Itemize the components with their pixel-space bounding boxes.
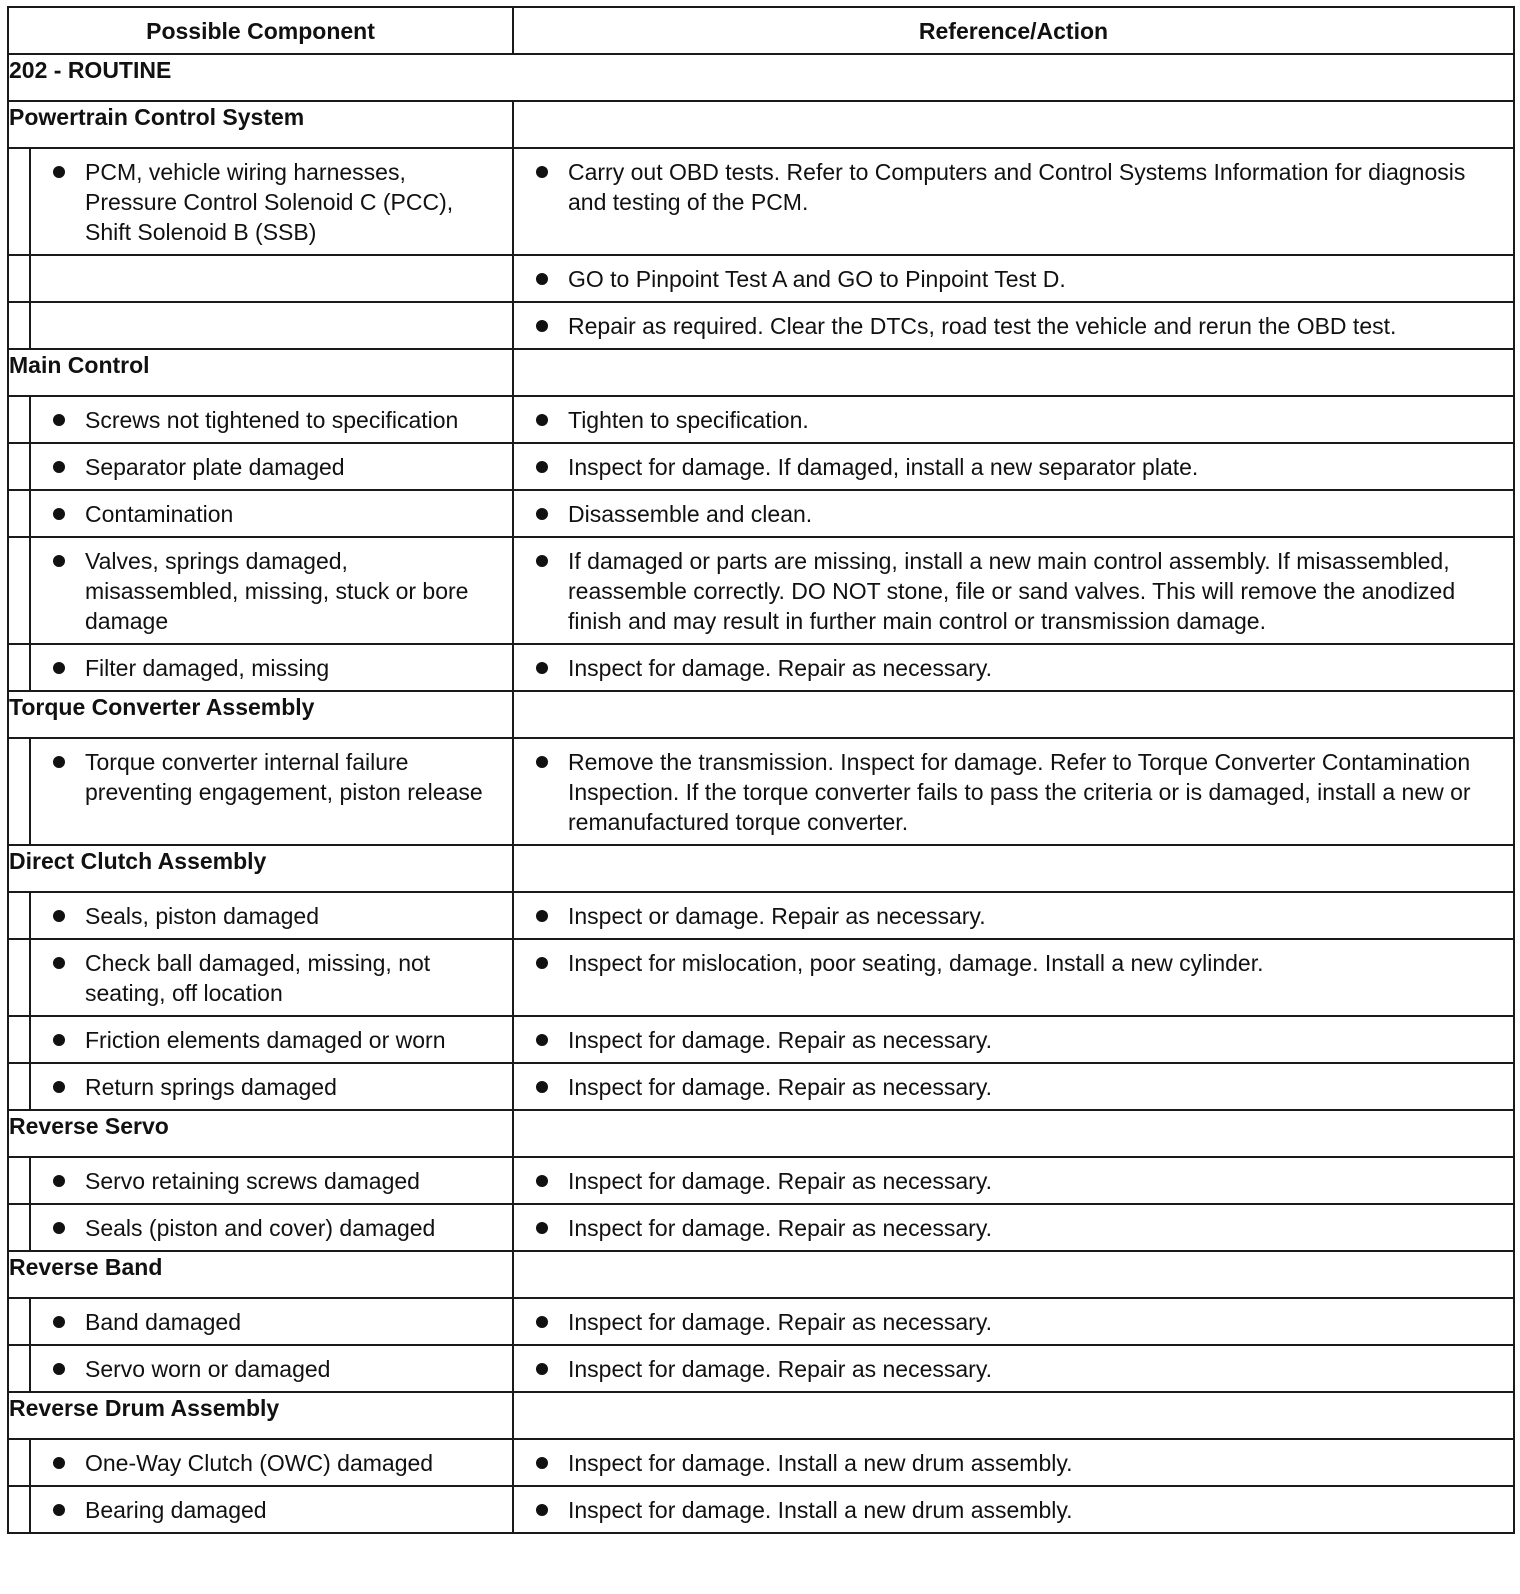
header-reference-action: Reference/Action (513, 7, 1514, 54)
routine-title-row (8, 54, 1514, 101)
bullet-icon (53, 1363, 65, 1375)
indent-cell (8, 302, 30, 349)
bullet-icon (536, 957, 548, 969)
component-text: Servo worn or damaged (85, 1356, 331, 1382)
action-text: Inspect for damage. Repair as necessary. (568, 655, 993, 681)
bullet-icon (536, 166, 548, 178)
group-action-empty (513, 349, 1514, 396)
bullet-icon (536, 508, 548, 520)
table-row (8, 255, 1514, 302)
action-cell (513, 490, 1514, 537)
action-cell (513, 1157, 1514, 1204)
action-text: Inspect for damage. If damaged, install a new separator plate. (568, 454, 1199, 480)
action-text: Inspect for damage. Repair as necessary. (568, 1027, 993, 1053)
component-cell (30, 1204, 513, 1251)
action-cell (513, 1016, 1514, 1063)
action-cell (513, 443, 1514, 490)
indent-cell (8, 1204, 30, 1251)
bullet-icon (53, 1504, 65, 1516)
indent-cell (8, 148, 30, 255)
component-cell (30, 255, 513, 302)
group-title: Reverse Band (8, 1251, 513, 1298)
action-text: Carry out OBD tests. Refer to Computers and Control Systems Information for diagnosis and testing of the PCM. (568, 159, 1466, 215)
action-text: Inspect for damage. Repair as necessary. (568, 1215, 993, 1241)
indent-cell (8, 939, 30, 1016)
table-body (8, 54, 1514, 1533)
bullet-icon (53, 1175, 65, 1187)
group-row (8, 691, 1514, 738)
group-row (8, 101, 1514, 148)
component-cell (30, 396, 513, 443)
group-title: Torque Converter Assembly (8, 691, 513, 738)
component-text: Torque converter internal failure preventing engagement, piston release (85, 749, 483, 805)
component-text: Screws not tightened to specification (85, 407, 459, 433)
group-title: Direct Clutch Assembly (8, 845, 513, 892)
action-cell (513, 644, 1514, 691)
action-text: Inspect for damage. Install a new drum assembly. (568, 1497, 1073, 1523)
component-cell (30, 644, 513, 691)
bullet-icon (536, 1363, 548, 1375)
table-row (8, 1063, 1514, 1110)
indent-cell (8, 738, 30, 845)
bullet-icon (53, 1222, 65, 1234)
bullet-icon (53, 166, 65, 178)
component-cell (30, 939, 513, 1016)
group-title: Powertrain Control System (8, 101, 513, 148)
action-cell (513, 537, 1514, 644)
action-cell (513, 302, 1514, 349)
table-row (8, 1298, 1514, 1345)
bullet-icon (53, 1034, 65, 1046)
component-cell (30, 738, 513, 845)
component-text: Bearing damaged (85, 1497, 267, 1523)
bullet-icon (536, 273, 548, 285)
action-text: Disassemble and clean. (568, 501, 813, 527)
indent-cell (8, 644, 30, 691)
bullet-icon (536, 1504, 548, 1516)
table-row (8, 396, 1514, 443)
component-text: Contamination (85, 501, 234, 527)
component-cell (30, 537, 513, 644)
component-cell (30, 892, 513, 939)
action-text: Remove the transmission. Inspect for damage. Refer to Torque Converter Contamination Inspection. If the torque converter fails to pass the criteria or is damaged, install a new or remanufactured torque converter. (568, 749, 1471, 835)
component-text: PCM, vehicle wiring harnesses, Pressure Control Solenoid C (PCC), Shift Solenoid B (SSB) (85, 159, 454, 245)
action-text: Repair as required. Clear the DTCs, road test the vehicle and rerun the OBD test. (568, 313, 1397, 339)
component-cell (30, 1486, 513, 1533)
bullet-icon (536, 756, 548, 768)
component-text: Valves, springs damaged, misassembled, missing, stuck or bore damage (85, 548, 469, 634)
table-row (8, 443, 1514, 490)
component-cell (30, 1016, 513, 1063)
action-cell (513, 1439, 1514, 1486)
bullet-icon (53, 1316, 65, 1328)
component-cell (30, 1157, 513, 1204)
action-text: Inspect or damage. Repair as necessary. (568, 903, 986, 929)
action-text: Inspect for damage. Install a new drum assembly. (568, 1450, 1073, 1476)
action-cell (513, 738, 1514, 845)
component-cell (30, 1298, 513, 1345)
indent-cell (8, 396, 30, 443)
component-cell (30, 148, 513, 255)
bullet-icon (536, 461, 548, 473)
component-text: Servo retaining screws damaged (85, 1168, 420, 1194)
bullet-icon (53, 957, 65, 969)
group-row (8, 1251, 1514, 1298)
routine-title: 202 - ROUTINE (8, 54, 1514, 101)
action-cell (513, 939, 1514, 1016)
table-row (8, 537, 1514, 644)
bullet-icon (536, 555, 548, 567)
action-text: GO to Pinpoint Test A and GO to Pinpoint Test D. (568, 266, 1066, 292)
action-text: Inspect for damage. Repair as necessary. (568, 1074, 993, 1100)
table-row (8, 738, 1514, 845)
component-cell (30, 1439, 513, 1486)
indent-cell (8, 1157, 30, 1204)
indent-cell (8, 1439, 30, 1486)
indent-cell (8, 537, 30, 644)
bullet-icon (53, 461, 65, 473)
action-text: Inspect for damage. Repair as necessary. (568, 1168, 993, 1194)
action-cell (513, 1063, 1514, 1110)
group-action-empty (513, 101, 1514, 148)
table-row (8, 644, 1514, 691)
component-text: Band damaged (85, 1309, 242, 1335)
action-text: Inspect for damage. Repair as necessary. (568, 1356, 993, 1382)
component-cell (30, 302, 513, 349)
bullet-icon (536, 1316, 548, 1328)
bullet-icon (53, 1457, 65, 1469)
group-row (8, 845, 1514, 892)
action-cell (513, 148, 1514, 255)
action-text: Inspect for mislocation, poor seating, damage. Install a new cylinder. (568, 950, 1264, 976)
table-row (8, 1204, 1514, 1251)
indent-cell (8, 255, 30, 302)
table-row (8, 302, 1514, 349)
table-row (8, 1016, 1514, 1063)
table-row (8, 1439, 1514, 1486)
group-action-empty (513, 1392, 1514, 1439)
action-cell (513, 1204, 1514, 1251)
bullet-icon (53, 508, 65, 520)
table-row (8, 1486, 1514, 1533)
group-row (8, 1392, 1514, 1439)
bullet-icon (536, 1222, 548, 1234)
indent-cell (8, 1016, 30, 1063)
group-row (8, 1110, 1514, 1157)
action-cell (513, 1486, 1514, 1533)
bullet-icon (536, 1457, 548, 1469)
group-action-empty (513, 1110, 1514, 1157)
group-row (8, 349, 1514, 396)
action-text: Tighten to specification. (568, 407, 809, 433)
bullet-icon (53, 910, 65, 922)
indent-cell (8, 1298, 30, 1345)
group-title: Main Control (8, 349, 513, 396)
bullet-icon (536, 1175, 548, 1187)
component-text: Seals, piston damaged (85, 903, 319, 929)
action-cell (513, 1345, 1514, 1392)
bullet-icon (536, 1034, 548, 1046)
action-cell (513, 892, 1514, 939)
table-row (8, 892, 1514, 939)
component-text: Return springs damaged (85, 1074, 337, 1100)
bullet-icon (53, 662, 65, 674)
component-text: One-Way Clutch (OWC) damaged (85, 1450, 434, 1476)
table-header-row (8, 7, 1514, 54)
indent-cell (8, 1486, 30, 1533)
component-text: Separator plate damaged (85, 454, 345, 480)
bullet-icon (536, 910, 548, 922)
bullet-icon (53, 414, 65, 426)
indent-cell (8, 1063, 30, 1110)
group-action-empty (513, 691, 1514, 738)
bullet-icon (536, 1081, 548, 1093)
group-title: Reverse Drum Assembly (8, 1392, 513, 1439)
table-row (8, 939, 1514, 1016)
table-row (8, 1345, 1514, 1392)
group-action-empty (513, 845, 1514, 892)
table-row (8, 1157, 1514, 1204)
action-text: If damaged or parts are missing, install a new main control assembly. If misassembled, reassemble correctly. DO NOT stone, file or sand valves. This will remove the anodized finish and may result in further main control or transmission damage. (568, 548, 1456, 634)
bullet-icon (53, 1081, 65, 1093)
action-cell (513, 396, 1514, 443)
table-row (8, 490, 1514, 537)
indent-cell (8, 1345, 30, 1392)
component-text: Seals (piston and cover) damaged (85, 1215, 436, 1241)
component-text: Filter damaged, missing (85, 655, 330, 681)
component-cell (30, 1345, 513, 1392)
indent-cell (8, 892, 30, 939)
action-text: Inspect for damage. Repair as necessary. (568, 1309, 993, 1335)
component-cell (30, 1063, 513, 1110)
group-title: Reverse Servo (8, 1110, 513, 1157)
component-text: Check ball damaged, missing, not seating, off location (85, 950, 431, 1006)
action-cell (513, 255, 1514, 302)
bullet-icon (53, 555, 65, 567)
indent-cell (8, 490, 30, 537)
group-action-empty (513, 1251, 1514, 1298)
bullet-icon (53, 756, 65, 768)
component-cell (30, 490, 513, 537)
action-cell (513, 1298, 1514, 1345)
header-possible-component: Possible Component (8, 7, 513, 54)
component-cell (30, 443, 513, 490)
table-row (8, 148, 1514, 255)
diagnostic-table (7, 6, 1515, 1534)
bullet-icon (536, 414, 548, 426)
bullet-icon (536, 320, 548, 332)
indent-cell (8, 443, 30, 490)
component-text: Friction elements damaged or worn (85, 1027, 446, 1053)
bullet-icon (536, 662, 548, 674)
